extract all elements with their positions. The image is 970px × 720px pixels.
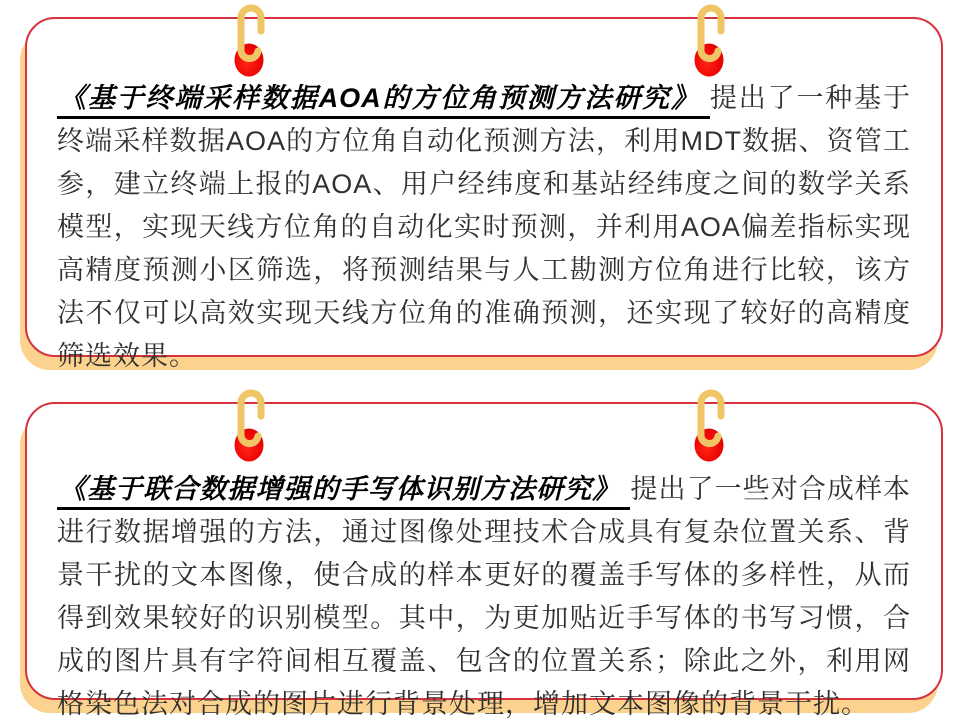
hook-pin-icon [234, 389, 268, 463]
hook-pin-icon [234, 4, 268, 78]
hook-pin-icon [694, 4, 728, 78]
card-body-text: 提出了一种基于终端采样数据AOA的方位角自动化预测方法，利用MDT数据、资管工参，建立终端上报的AOA、用户经纬度和基站经纬度之间的数学关系模型，实现天线方位角的自动化实时预测，并利用AOA偏差指标实现高精度预测小区筛选，将预测结果与人工勘测方位角进行比较，该方法不仅可以高效实现天线方位角的准确预测，还实现了较好的高精度筛选效果。 [57, 83, 912, 371]
card-title: 《基于联合数据增强的手写体识别方法研究》 [57, 474, 630, 510]
summary-card-handwriting-research [25, 402, 943, 719]
summary-card-aoa-research [25, 17, 943, 371]
card-body-text: 提出了一些对合成样本进行数据增强的方法，通过图像处理技术合成具有复杂位置关系、背景干扰的文本图像，使合成的样本更好的覆盖手写体的多样性，从而得到效果较好的识别模型。其中，为更加贴近手写体的书写习惯，合成的图片具有字符间相互覆盖、包含的位置关系；除此之外，利用网格染色法对合成的图片进行背景处理，增加文本图像的背景干扰。 [57, 474, 912, 719]
card-paragraph [57, 77, 911, 378]
card-title: 《基于终端采样数据AOA的方位角预测方法研究》 [57, 83, 710, 119]
card-paragraph [57, 468, 911, 720]
hook-pin-icon [694, 389, 728, 463]
